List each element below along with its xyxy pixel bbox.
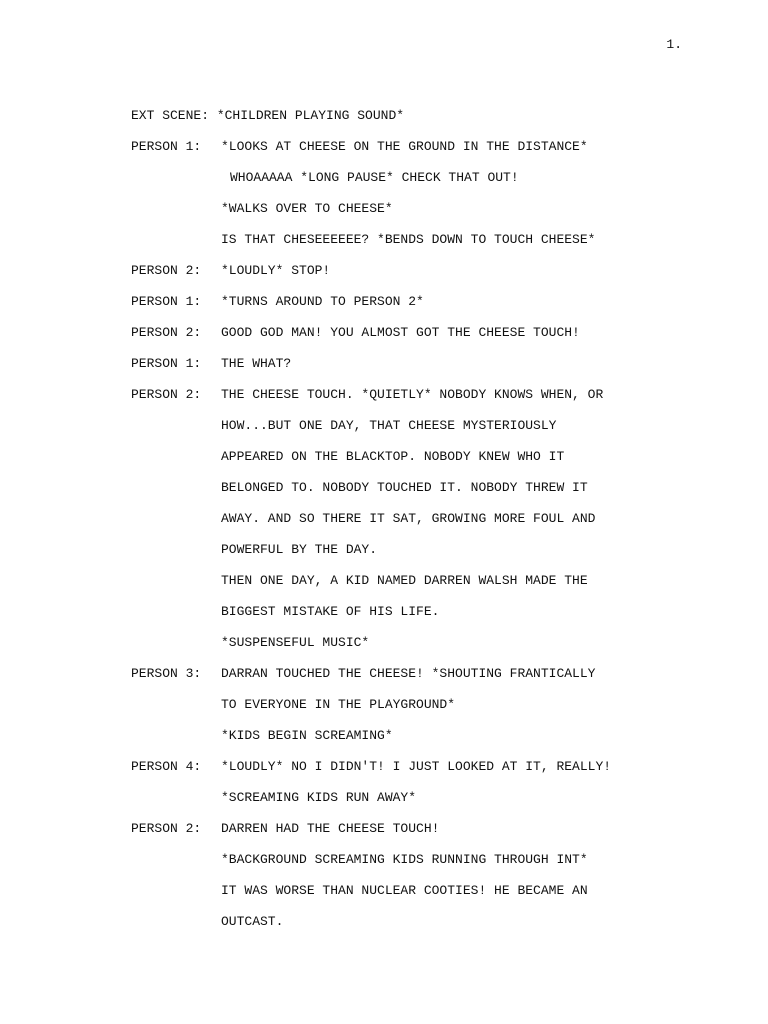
script-line: [131, 603, 731, 634]
script-line: [131, 541, 731, 572]
script-line: [131, 913, 731, 944]
script-line: [131, 200, 731, 231]
script-line: [131, 417, 731, 448]
speaker-label: PERSON 2:: [131, 263, 202, 278]
speaker-label: PERSON 1:: [131, 294, 202, 309]
dialogue-text: THEN ONE DAY, A KID NAMED DARREN WALSH MADE THE: [221, 573, 588, 588]
speaker-label: PERSON 2:: [131, 821, 202, 836]
script-line: [131, 231, 731, 262]
script-line: [131, 138, 731, 169]
speaker-label: PERSON 4:: [131, 759, 202, 774]
dialogue-text: THE CHEESE TOUCH. *QUIETLY* NOBODY KNOWS WHEN, OR: [221, 387, 604, 402]
script-line: [131, 572, 731, 603]
speaker-label: PERSON 2:: [131, 325, 202, 340]
dialogue-text: *BACKGROUND SCREAMING KIDS RUNNING THROUGH INT*: [221, 852, 588, 867]
dialogue-text: *LOUDLY* STOP!: [221, 263, 331, 278]
dialogue-text: TO EVERYONE IN THE PLAYGROUND*: [221, 697, 456, 712]
script-line: [131, 293, 731, 324]
dialogue-text: APPEARED ON THE BLACKTOP. NOBODY KNEW WHO IT: [221, 449, 565, 464]
dialogue-text: THE WHAT?: [221, 356, 292, 371]
dialogue-text: *WALKS OVER TO CHEESE*: [221, 201, 393, 216]
dialogue-text: BELONGED TO. NOBODY TOUCHED IT. NOBODY THREW IT: [221, 480, 588, 495]
script-line: [131, 820, 731, 851]
script-line: [131, 882, 731, 913]
script-body: [131, 107, 731, 944]
page-number: 1.: [666, 37, 682, 52]
script-line: [131, 324, 731, 355]
dialogue-text: DARRAN TOUCHED THE CHEESE! *SHOUTING FRANTICALLY: [221, 666, 596, 681]
script-line: [131, 355, 731, 386]
dialogue-text: BIGGEST MISTAKE OF HIS LIFE.: [221, 604, 440, 619]
script-line: [131, 169, 731, 200]
dialogue-text: *SUSPENSEFUL MUSIC*: [221, 635, 370, 650]
dialogue-text: AWAY. AND SO THERE IT SAT, GROWING MORE FOUL AND: [221, 511, 596, 526]
script-line: [131, 665, 731, 696]
dialogue-text: *KIDS BEGIN SCREAMING*: [221, 728, 393, 743]
dialogue-text: DARREN HAD THE CHEESE TOUCH!: [221, 821, 440, 836]
speaker-label: PERSON 1:: [131, 356, 202, 371]
dialogue-text: IT WAS WORSE THAN NUCLEAR COOTIES! HE BECAME AN: [221, 883, 588, 898]
script-line: [131, 479, 731, 510]
script-line: [131, 758, 731, 789]
dialogue-text: EXT SCENE: *CHILDREN PLAYING SOUND*: [131, 108, 405, 123]
dialogue-text: *SCREAMING KIDS RUN AWAY*: [221, 790, 417, 805]
speaker-label: PERSON 2:: [131, 387, 202, 402]
script-line: [131, 386, 731, 417]
dialogue-text: HOW...BUT ONE DAY, THAT CHEESE MYSTERIOUSLY: [221, 418, 557, 433]
script-line: [131, 107, 731, 138]
script-line: [131, 851, 731, 882]
speaker-label: PERSON 1:: [131, 139, 202, 154]
dialogue-text: POWERFUL BY THE DAY.: [221, 542, 378, 557]
script-line: [131, 789, 731, 820]
script-line: [131, 262, 731, 293]
dialogue-text: *LOOKS AT CHEESE ON THE GROUND IN THE DISTANCE*: [221, 139, 588, 154]
script-line: [131, 727, 731, 758]
speaker-label: PERSON 3:: [131, 666, 202, 681]
script-line: [131, 634, 731, 665]
dialogue-text: IS THAT CHESEEEEEE? *BENDS DOWN TO TOUCH CHEESE*: [221, 232, 596, 247]
script-line: [131, 510, 731, 541]
dialogue-text: GOOD GOD MAN! YOU ALMOST GOT THE CHEESE TOUCH!: [221, 325, 580, 340]
script-line: [131, 448, 731, 479]
script-line: [131, 696, 731, 727]
dialogue-text: OUTCAST.: [221, 914, 284, 929]
dialogue-text: *LOUDLY* NO I DIDN'T! I JUST LOOKED AT IT, REALLY!: [221, 759, 612, 774]
dialogue-text: WHOAAAAA *LONG PAUSE* CHECK THAT OUT!: [230, 170, 519, 185]
dialogue-text: *TURNS AROUND TO PERSON 2*: [221, 294, 424, 309]
